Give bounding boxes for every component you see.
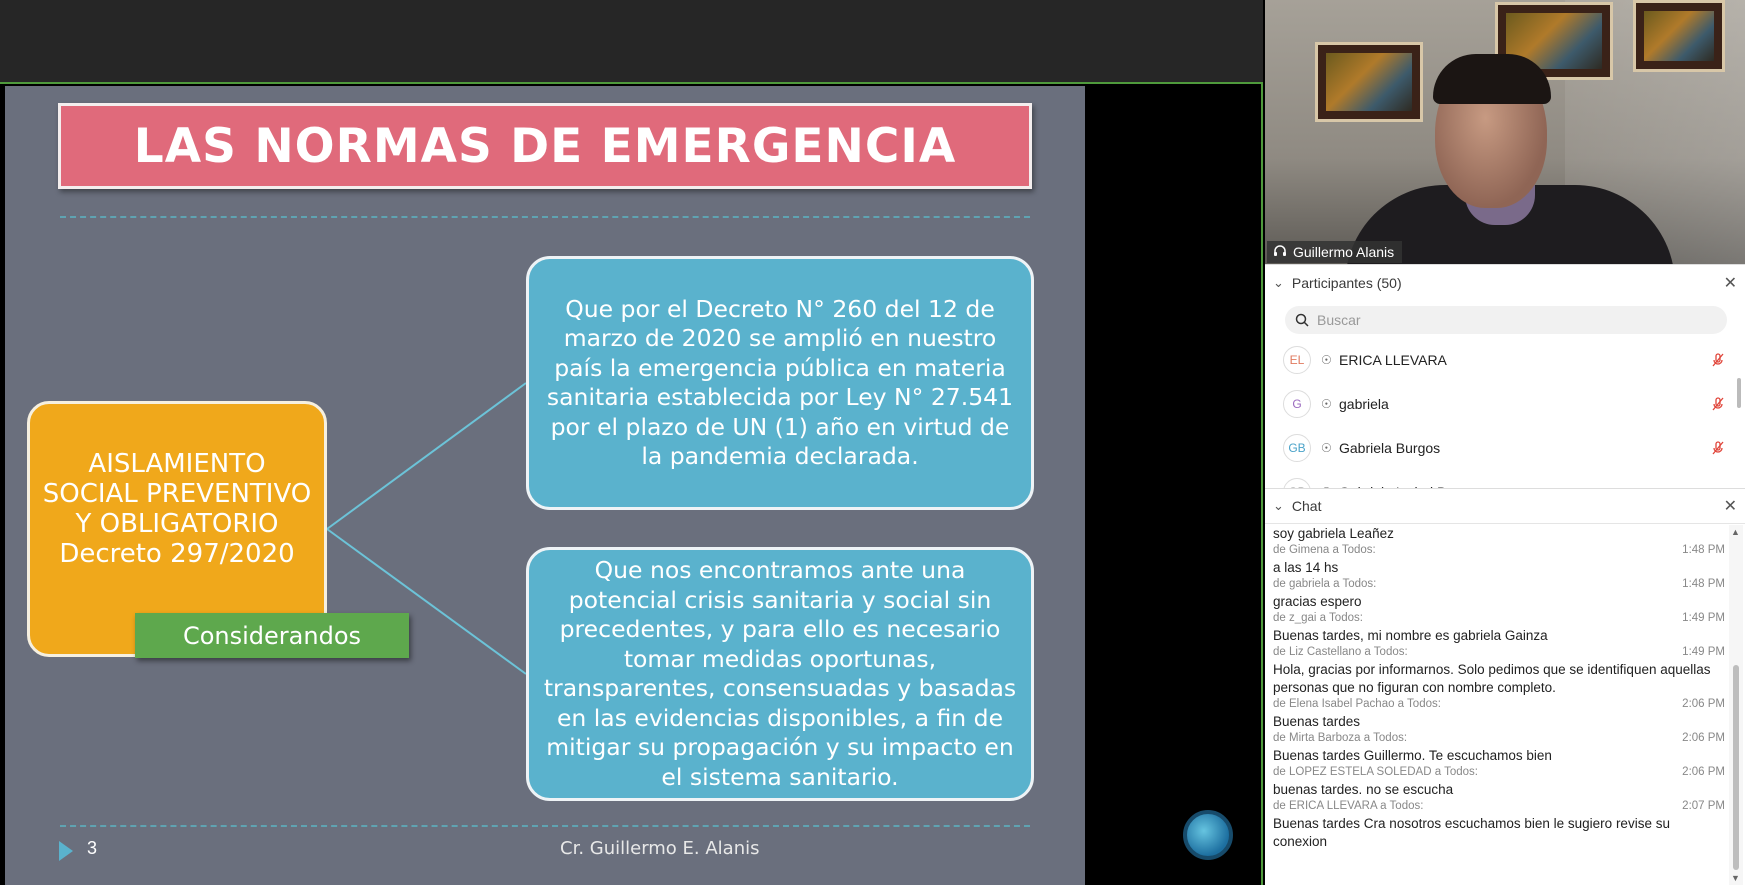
chat-message-time: 2:06 PM bbox=[1682, 732, 1725, 744]
chat-message-sender: de Elena Isabel Pachao a Todos: bbox=[1273, 698, 1441, 710]
headset-icon bbox=[1273, 245, 1287, 259]
headset-icon: ☉ bbox=[1321, 441, 1332, 455]
chat-message-time: 1:48 PM bbox=[1682, 544, 1725, 556]
mic-muted-icon[interactable] bbox=[1712, 397, 1724, 411]
wall-picture-right bbox=[1633, 0, 1725, 72]
chat-message-time: 2:06 PM bbox=[1682, 766, 1725, 778]
chat-header[interactable] bbox=[1265, 488, 1745, 524]
slide-number: 3 bbox=[87, 838, 98, 858]
chat-message-text: gracias espero bbox=[1273, 594, 1362, 609]
share-top-bar bbox=[0, 0, 1263, 84]
chat-message-time: 1:49 PM bbox=[1682, 612, 1725, 624]
crisis-box bbox=[526, 547, 1034, 801]
crisis-text: Que nos encontramos ante una potencial crisis sanitaria y social sin precedentes, y para ello es necesario tomar medidas oportunas, transparentes, consensuadas y basadas en las evidencias disponibles, a fin de mitigar su propagación y su impacto en el sistema sanitario. bbox=[543, 556, 1017, 791]
play-marker-icon bbox=[57, 839, 75, 863]
search-input[interactable] bbox=[1317, 312, 1697, 328]
participant-name: gabriela bbox=[1339, 396, 1389, 412]
participants-scrollbar[interactable] bbox=[1737, 378, 1741, 408]
headset-icon: ☉ bbox=[1321, 353, 1332, 367]
participants-title: Participantes (50) bbox=[1291, 274, 1402, 291]
headset-icon: ☉ bbox=[1321, 397, 1332, 411]
avatar: GB bbox=[1283, 434, 1311, 462]
chat-message-time: 2:07 PM bbox=[1682, 800, 1725, 812]
speaker-video bbox=[1265, 0, 1745, 264]
chat-title: Chat bbox=[1291, 498, 1322, 514]
mic-muted-icon[interactable] bbox=[1712, 353, 1724, 367]
chat-message-sender: de LOPEZ ESTELA SOLEDAD a Todos: bbox=[1273, 766, 1478, 778]
avatar: EL bbox=[1283, 346, 1311, 374]
share-border bbox=[1261, 84, 1263, 885]
participant-name: ERICA LLEVARA bbox=[1339, 352, 1447, 368]
aislamiento-text: AISLAMIENTO SOCIAL PREVENTIVO Y OBLIGATORIO Decreto 297/2020 bbox=[42, 449, 312, 569]
search-icon bbox=[1295, 313, 1309, 327]
considerandos-text: Considerandos bbox=[182, 621, 362, 650]
decreto-text: Que por el Decreto N° 260 del 12 de marzo de 2020 se amplió en nuestro país la emergencia pública en materia sanitaria establecida por Ley N° 27.541 por el plazo de UN (1) año en virtud de la pandemia declarada. bbox=[546, 294, 1014, 470]
participants-list bbox=[1265, 338, 1745, 486]
slide-author: Cr. Guillermo E. Alanis bbox=[560, 838, 760, 859]
speaker-name-tag bbox=[1267, 241, 1402, 263]
close-icon[interactable]: ✕ bbox=[1723, 274, 1737, 292]
chat-message-text: Buenas tardes Guillermo. Te escuchamos bien bbox=[1273, 748, 1552, 763]
chat-scrollbar[interactable] bbox=[1729, 525, 1743, 885]
chat-message-text: buenas tardes. no se escucha bbox=[1273, 782, 1454, 797]
chat-message-time: 1:49 PM bbox=[1682, 646, 1725, 658]
chevron-down-icon[interactable]: ⌄ bbox=[1273, 498, 1284, 513]
considerandos-tag bbox=[135, 613, 409, 658]
chat-message-sender: de ERICA LLEVARA a Todos: bbox=[1273, 800, 1424, 812]
close-icon[interactable]: ✕ bbox=[1723, 498, 1737, 515]
scroll-up-icon[interactable]: ▲ bbox=[1731, 527, 1740, 537]
scroll-down-icon[interactable]: ▼ bbox=[1731, 873, 1740, 883]
chat-message-text: Buenas tardes Cra nosotros escuchamos bien le sugiero revise su conexion bbox=[1273, 816, 1670, 849]
bottom-divider bbox=[60, 825, 1030, 827]
avatar: G bbox=[1283, 390, 1311, 418]
participant-row[interactable] bbox=[1265, 382, 1735, 426]
participants-header[interactable] bbox=[1265, 264, 1745, 300]
chat-message-time: 2:06 PM bbox=[1682, 698, 1725, 710]
chat-message-sender: de gabriela a Todos: bbox=[1273, 578, 1377, 590]
chat-message-text: soy gabriela Leañez bbox=[1273, 526, 1394, 541]
chat-message-text: Hola, gracias por informarnos. Solo pedimos que se identifiquen aquellas personas que no figuran con nombre completo. bbox=[1273, 662, 1711, 695]
chat-message-text: Buenas tardes, mi nombre es gabriela Gainza bbox=[1273, 628, 1548, 643]
participant-name: Gabriela Burgos bbox=[1339, 440, 1441, 456]
chevron-down-icon[interactable]: ⌄ bbox=[1273, 274, 1284, 290]
presentation-slide bbox=[5, 86, 1085, 885]
slide-title: LAS NORMAS DE EMERGENCIA bbox=[133, 118, 957, 174]
chat-message-sender: de Gimena a Todos: bbox=[1273, 544, 1376, 556]
participant-row[interactable] bbox=[1265, 338, 1735, 382]
chat-message-sender: de z_gai a Todos: bbox=[1273, 612, 1363, 624]
chat-message-text: Buenas tardes bbox=[1273, 714, 1361, 729]
right-panel bbox=[1265, 0, 1745, 885]
participants-search[interactable] bbox=[1285, 306, 1727, 334]
chat-scroll-thumb[interactable] bbox=[1733, 665, 1739, 870]
chat-message-time: 1:48 PM bbox=[1682, 578, 1725, 590]
wall-picture-left bbox=[1315, 42, 1423, 122]
chat-messages bbox=[1265, 525, 1731, 885]
participant-row[interactable] bbox=[1265, 426, 1735, 470]
chat-message-sender: de Mirta Barboza a Todos: bbox=[1273, 732, 1408, 744]
mic-muted-icon[interactable] bbox=[1712, 441, 1724, 455]
speaker-name: Guillermo Alanis bbox=[1293, 244, 1395, 260]
decreto-box bbox=[526, 256, 1034, 510]
chat-message-text: a las 14 hs bbox=[1273, 560, 1339, 575]
floating-action-button[interactable] bbox=[1183, 810, 1233, 860]
chat-message-sender: de Liz Castellano a Todos: bbox=[1273, 646, 1408, 658]
